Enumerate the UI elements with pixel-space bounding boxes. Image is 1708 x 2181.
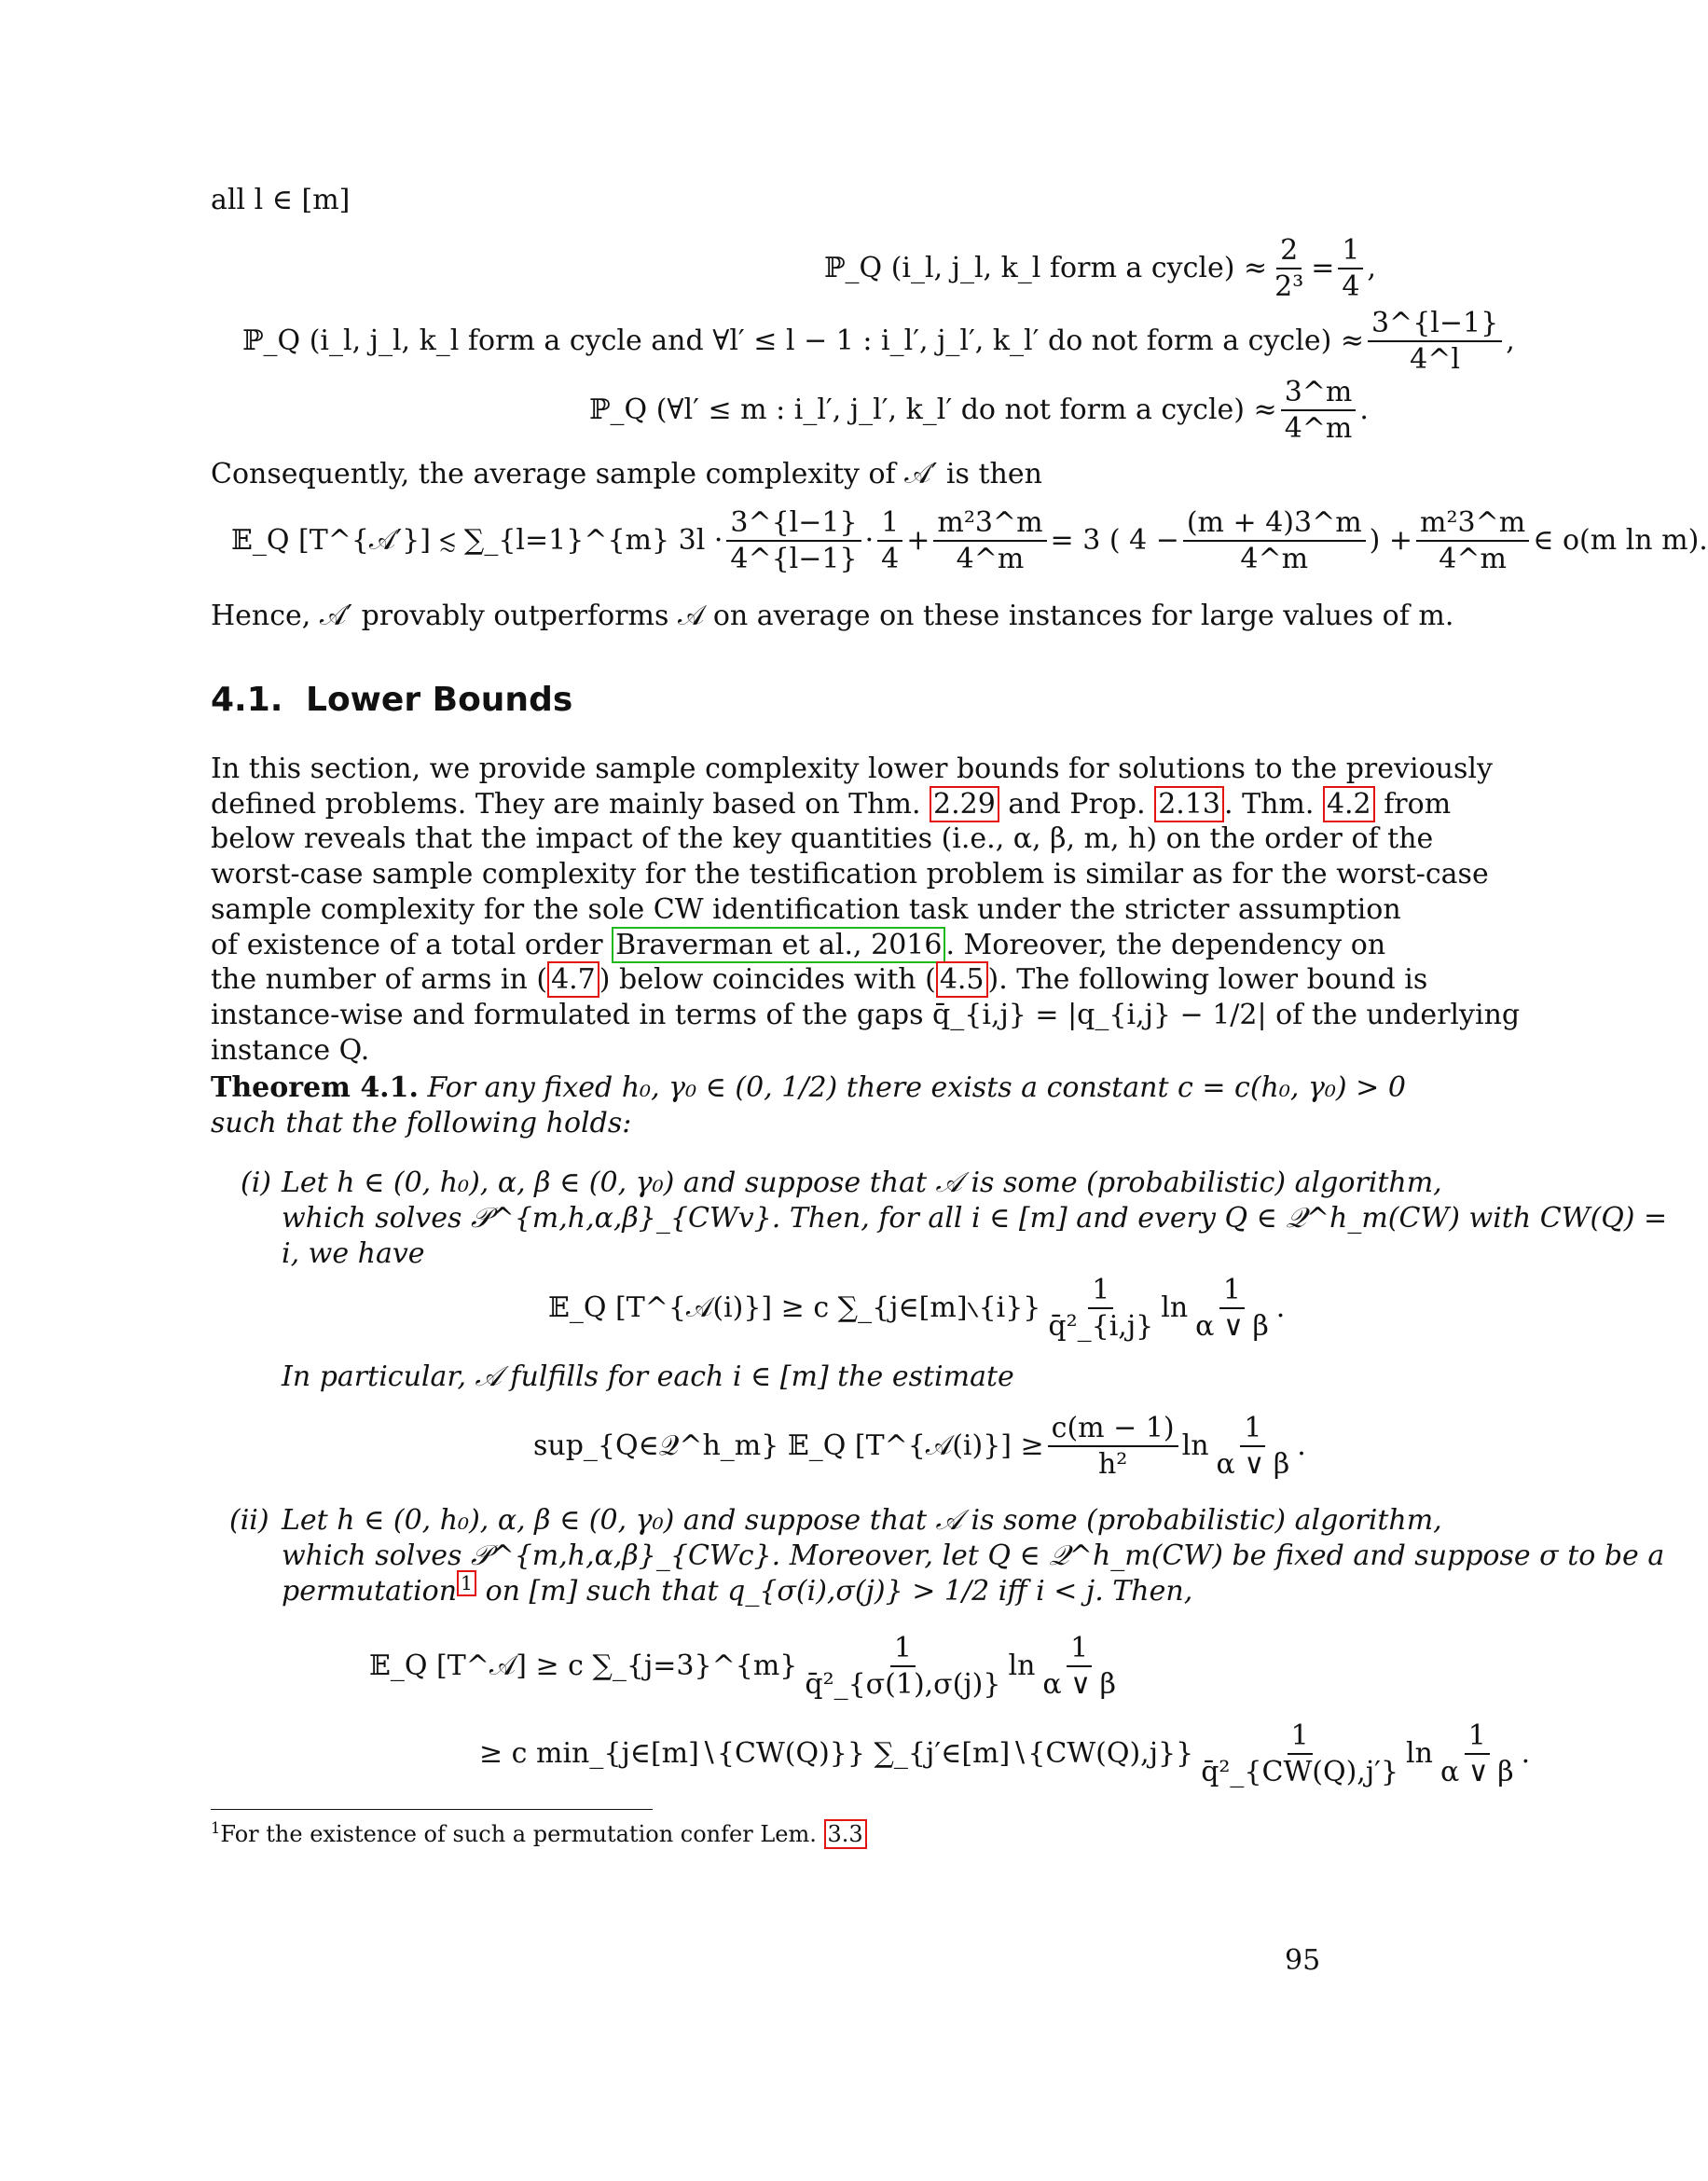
footnote xyxy=(211,1820,867,1848)
eq4-f5d: 4^m xyxy=(1439,543,1507,575)
eq1-lhs: ℙ_Q (i_l, j_l, k_l form a cycle) ≈ xyxy=(824,252,1268,285)
eqD-frac-1 xyxy=(1197,1720,1402,1788)
eq4-dot: · xyxy=(864,524,875,558)
ref-eq-4-5[interactable]: 4.5 xyxy=(936,961,988,998)
eqB-d2: α ∨ β xyxy=(1216,1448,1290,1481)
eqB-tail: . xyxy=(1297,1429,1306,1463)
para-l2c: . Thm. xyxy=(1224,787,1315,821)
eq4-f1n: 3^{l−1} xyxy=(726,507,861,542)
equation-C xyxy=(369,1624,1123,1708)
eqC-frac-1 xyxy=(801,1633,1004,1700)
eqA-d1: q̄²_{i,j} xyxy=(1048,1310,1154,1343)
eq4-close: ) + xyxy=(1369,524,1413,558)
eq4-equals: = 3 ( 4 − xyxy=(1050,524,1179,558)
eqC-n2: 1 xyxy=(1067,1633,1092,1667)
eq3-frac xyxy=(1281,377,1357,444)
footnote-marker[interactable]: 1 xyxy=(457,1570,476,1596)
para-line-8: instance-wise and formulated in terms of the gaps q̄_{i,j} = |q_{i,j} − 1/2| of the underlying xyxy=(211,998,1521,1031)
eq2-frac xyxy=(1368,308,1502,375)
equation-A xyxy=(548,1268,1285,1348)
eq4-f2n: 1 xyxy=(877,507,902,542)
item-ii-line-3 xyxy=(282,1574,1192,1609)
eq4-lhs: 𝔼_Q [T^{𝒜′}] ≲ ∑_{l=1}^{m} 3l · xyxy=(231,524,723,558)
item-ii-l3a: permutation xyxy=(282,1575,458,1608)
eq4-f3d: 4^m xyxy=(956,543,1025,575)
eq1-frac-b xyxy=(1338,235,1363,302)
item-ii-l3b: on [m] such that q_{σ(i),σ(j)} > 1/2 iff i < j. Then, xyxy=(485,1575,1193,1608)
footnote-number: 1 xyxy=(211,1819,221,1837)
eqD-n2: 1 xyxy=(1465,1720,1490,1755)
eq3-den: 4^m xyxy=(1284,412,1353,445)
ref-thm-4-2[interactable]: 4.2 xyxy=(1323,786,1375,822)
eq4-f4d: 4^m xyxy=(1240,543,1309,575)
in-particular-text: In particular, 𝒜 fulfills for each i ∈ [m] the estimate xyxy=(282,1360,1014,1393)
eq4-frac-1 xyxy=(726,507,861,574)
eqC-d1: q̄²_{σ(1),σ(j)} xyxy=(805,1668,1001,1701)
section-title: Lower Bounds xyxy=(306,681,573,719)
eq3-lhs: ℙ_Q (∀l′ ≤ m : i_l′, j_l′, k_l′ do not form a cycle) ≈ xyxy=(589,393,1277,427)
eq2-den: 4^l xyxy=(1410,343,1460,376)
para-l2b: and Prop. xyxy=(1008,787,1146,821)
item-i-line-2: which solves 𝒫^{m,h,α,β}_{CWv}. Then, for all i ∈ [m] and every Q ∈ 𝒬^h_m(CW) with CW(Q) = xyxy=(282,1202,1668,1235)
eqB-lhs: sup_{Q∈𝒬^h_m} 𝔼_Q [T^{𝒜(i)}] ≥ xyxy=(533,1429,1044,1463)
eq4-f2d: 4 xyxy=(881,543,900,575)
section-number: 4.1. xyxy=(211,681,283,719)
eqC-ln: ln xyxy=(1008,1650,1036,1683)
eq2-num: 3^{l−1} xyxy=(1368,308,1502,342)
citation-braverman[interactable] xyxy=(612,927,945,963)
eq2-tail: , xyxy=(1506,324,1515,358)
footnote-rule xyxy=(211,1809,653,1810)
para-line-7 xyxy=(211,962,1428,998)
eqB-d1: h² xyxy=(1097,1448,1128,1481)
eqD-d1: q̄²_{CW(Q),j′} xyxy=(1201,1756,1399,1788)
para-l7b: ) below coincides with ( xyxy=(599,963,936,997)
ref-prop-2-13[interactable]: 2.13 xyxy=(1154,786,1224,822)
theorem-label: Theorem 4.1. xyxy=(211,1071,419,1104)
footnote-text: For the existence of such a permutation confer Lem. xyxy=(220,1821,817,1847)
eq4-frac-3 xyxy=(933,507,1046,574)
eq4-f1d: 4^{l−1} xyxy=(730,543,858,575)
para-l6a: of existence of a total order xyxy=(211,928,603,961)
para-l2a: defined problems. They are mainly based on Thm. xyxy=(211,787,921,821)
eqB-frac-2 xyxy=(1213,1413,1294,1480)
item-ii-label: (ii) xyxy=(229,1504,269,1537)
para-l7a: the number of arms in ( xyxy=(211,963,548,997)
citation-year: 2016 xyxy=(871,928,943,961)
eqA-n1: 1 xyxy=(1088,1275,1113,1309)
eqA-d2: α ∨ β xyxy=(1195,1310,1269,1343)
theorem-line-1: For any fixed h₀, γ₀ ∈ (0, 1/2) there exists a constant c = c(h₀, γ₀) > 0 xyxy=(427,1071,1406,1104)
eq4-f3n: m²3^m xyxy=(933,507,1046,542)
eqA-n2: 1 xyxy=(1219,1275,1245,1309)
eqD-ln: ln xyxy=(1406,1737,1433,1771)
eqC-frac-2 xyxy=(1039,1633,1120,1700)
eqA-tail: . xyxy=(1275,1291,1286,1325)
para-l2d: from xyxy=(1384,787,1452,821)
section-heading xyxy=(211,679,572,721)
eqB-n2: 1 xyxy=(1240,1413,1265,1447)
hence-text: Hence, 𝒜′ provably outperforms 𝒜 on average on these instances for large values of m. xyxy=(211,600,1454,632)
eq3-tail: . xyxy=(1359,393,1369,427)
equation-1 xyxy=(824,233,1376,304)
eq2-lhs: ℙ_Q (i_l, j_l, k_l form a cycle and ∀l′ ≤ l − 1 : i_l′, j_l′, k_l′ do not form a cycle) ≈ xyxy=(242,324,1364,358)
citation-authors: Braverman et al., xyxy=(615,928,862,961)
eq1-num1: 2 xyxy=(1276,235,1302,269)
ref-eq-4-7[interactable]: 4.7 xyxy=(547,961,599,998)
eq1-num2: 1 xyxy=(1338,235,1363,269)
eq1-den2: 4 xyxy=(1342,270,1360,303)
eqD-frac-2 xyxy=(1437,1720,1518,1788)
eqC-lhs: 𝔼_Q [T^𝒜] ≥ c ∑_{j=3}^{m} xyxy=(369,1650,798,1683)
eqA-frac-2 xyxy=(1191,1275,1273,1342)
equation-B xyxy=(533,1406,1306,1486)
eqD-lhs: ≥ c min_{j∈[m]∖{CW(Q)}} ∑_{j′∈[m]∖{CW(Q),j}} xyxy=(479,1737,1194,1771)
eq4-tail: ∈ o(m ln m). xyxy=(1533,524,1708,558)
para-line-5: sample complexity for the sole CW identification task under the stricter assumption xyxy=(211,892,1401,926)
eq1-den1: 2³ xyxy=(1274,270,1304,303)
item-i-line-1: Let h ∈ (0, h₀), α, β ∈ (0, γ₀) and suppose that 𝒜 is some (probabilistic) algorithm, xyxy=(282,1166,1442,1199)
intro-paragraph xyxy=(211,752,1521,1068)
eq1-frac-a xyxy=(1271,235,1307,302)
eqB-n1: c(m − 1) xyxy=(1048,1413,1178,1447)
eqA-ln: ln xyxy=(1161,1291,1189,1325)
eqB-frac-1 xyxy=(1048,1413,1178,1480)
ref-lem-3-3[interactable]: 3.3 xyxy=(824,1819,867,1849)
para-l7c: ). The following lower bound is xyxy=(987,963,1428,997)
para-line-3: below reveals that the impact of the key quantities (i.e., α, β, m, h) on the order of the xyxy=(211,822,1434,856)
item-i-label: (i) xyxy=(241,1166,272,1199)
para-line-4: worst-case sample complexity for the testification problem is similar as for the worst-case xyxy=(211,858,1489,891)
eq4-f5n: m²3^m xyxy=(1416,507,1529,542)
theorem-line-2: such that the following holds: xyxy=(211,1107,632,1139)
eqA-frac-1 xyxy=(1044,1275,1157,1342)
eq4-frac-5 xyxy=(1416,507,1529,574)
item-ii-line-1: Let h ∈ (0, h₀), α, β ∈ (0, γ₀) and suppose that 𝒜 is some (probabilistic) algorithm, xyxy=(282,1504,1442,1537)
eqD-d2: α ∨ β xyxy=(1439,1756,1514,1788)
eq4-frac-4 xyxy=(1183,507,1366,574)
para-line-1: In this section, we provide sample complexity lower bounds for solutions to the previously xyxy=(211,752,1493,785)
eq1-tail: , xyxy=(1367,252,1377,285)
eqC-n1: 1 xyxy=(890,1633,916,1667)
equation-D xyxy=(479,1712,1530,1796)
eq4-f4n: (m + 4)3^m xyxy=(1183,507,1366,542)
eq4-frac-2 xyxy=(877,507,902,574)
para-line-6 xyxy=(211,928,1386,963)
eqA-lhs: 𝔼_Q [T^{𝒜(i)}] ≥ c ∑_{j∈[m]∖{i}} xyxy=(548,1291,1041,1325)
ref-thm-2-29[interactable]: 2.29 xyxy=(930,786,999,822)
eqC-d2: α ∨ β xyxy=(1042,1668,1117,1701)
equation-3 xyxy=(589,373,1369,448)
equation-4 xyxy=(231,504,1708,578)
equation-2 xyxy=(242,304,1515,379)
eq1-equals: = xyxy=(1311,252,1335,285)
item-i-line-3: i, we have xyxy=(282,1237,425,1270)
para-l6b: . Moreover, the dependency on xyxy=(945,928,1386,961)
eq3-num: 3^m xyxy=(1281,377,1357,411)
item-ii-line-2: which solves 𝒫^{m,h,α,β}_{CWc}. Moreover, let Q ∈ 𝒬^h_m(CW) be fixed and suppose σ to be a xyxy=(282,1539,1665,1572)
consequently-text: Consequently, the average sample complexity of 𝒜′ is then xyxy=(211,458,1042,490)
eqD-n1: 1 xyxy=(1288,1720,1313,1755)
para-line-9: instance Q. xyxy=(211,1033,370,1067)
page-number: 95 xyxy=(1285,1944,1321,1977)
lead-text: all l ∈ [m] xyxy=(211,184,351,216)
theorem-statement xyxy=(211,1070,1406,1106)
para-line-2 xyxy=(211,787,1452,822)
eqD-tail: . xyxy=(1521,1737,1531,1771)
eq4-plus: + xyxy=(906,524,930,558)
eqB-ln: ln xyxy=(1181,1429,1209,1463)
